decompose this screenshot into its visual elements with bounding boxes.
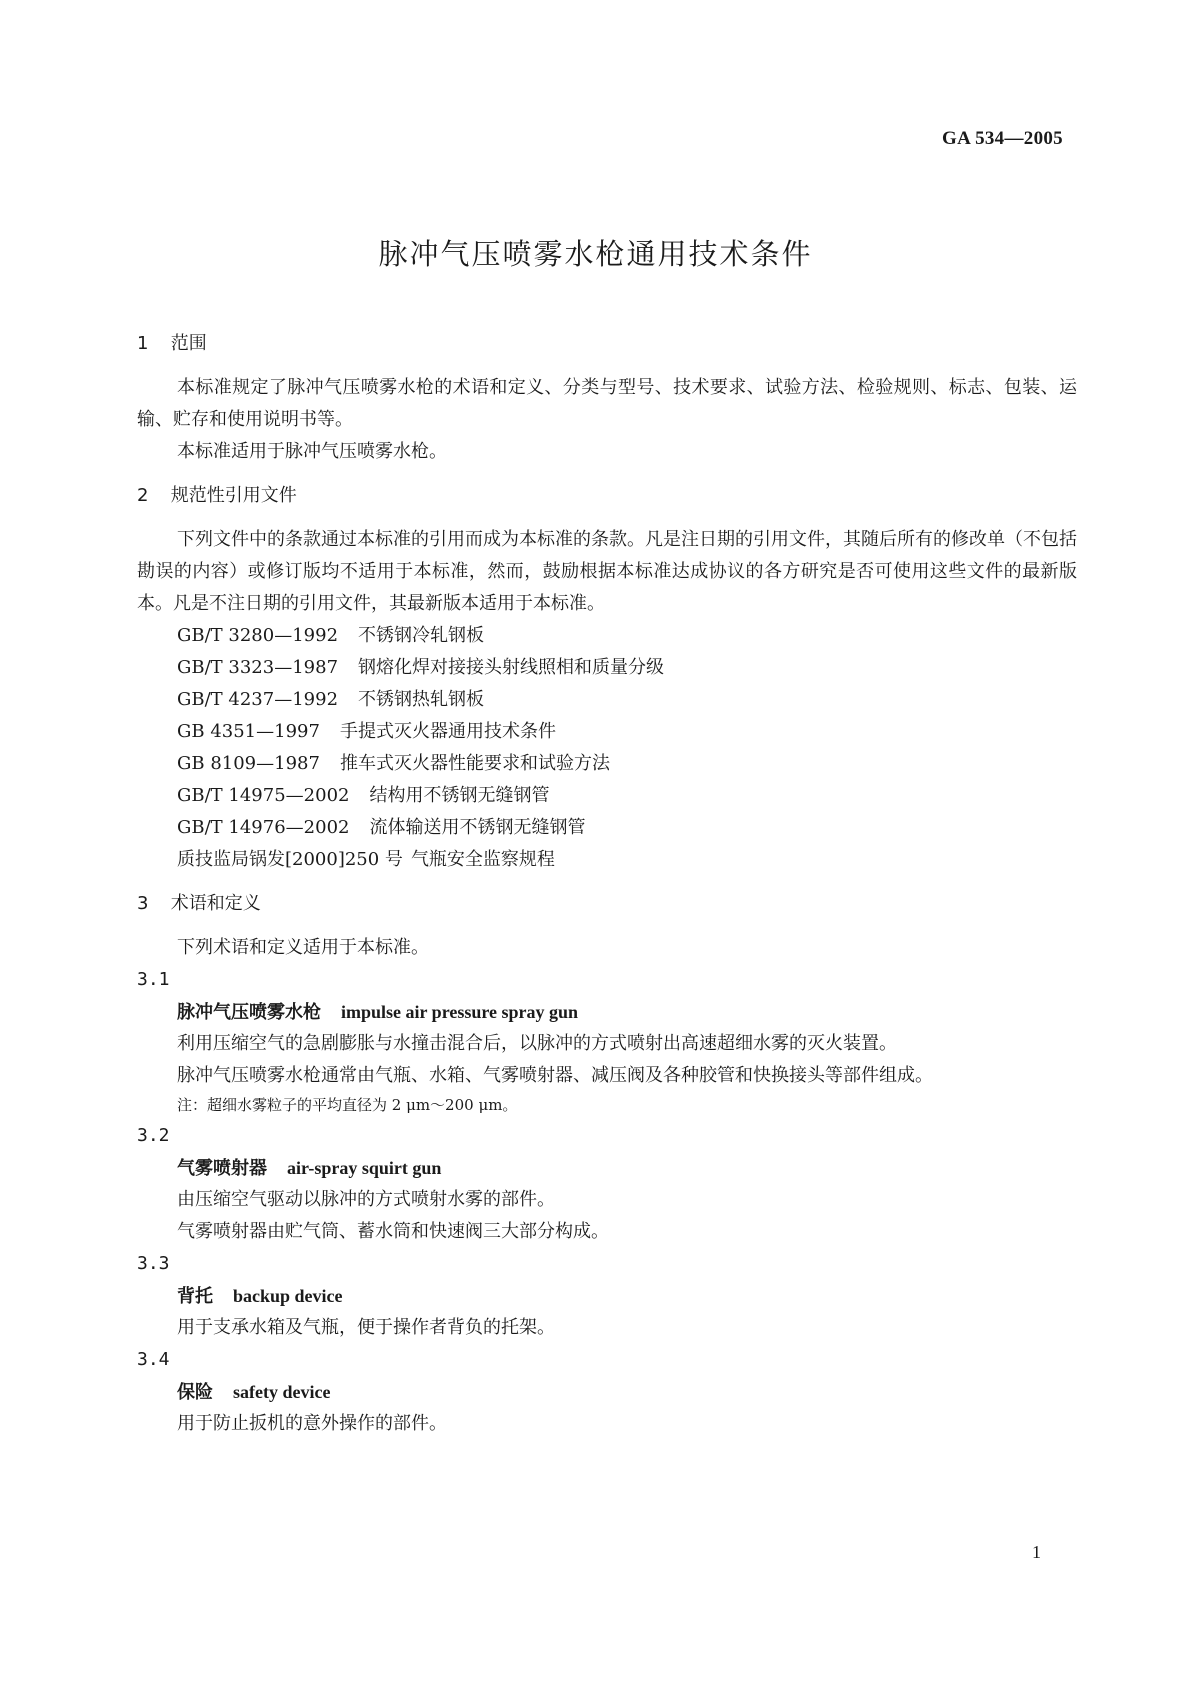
term-definition: 由压缩空气驱动以脉冲的方式喷射水雾的部件。 <box>177 1189 555 1210</box>
reference-code: GB/T 14975—2002 <box>177 785 350 806</box>
reference-item <box>137 652 1077 684</box>
term-number: 3.1 <box>137 969 170 990</box>
document-title: 脉冲气压喷雾水枪通用技术条件 <box>378 237 813 271</box>
term-definition: 脉冲气压喷雾水枪通常由气瓶、水箱、气雾喷射器、减压阀及各种胶管和快换接头等部件组成。 <box>177 1065 933 1086</box>
reference-title: 不锈钢热轧钢板 <box>358 689 485 710</box>
paragraph: 下列文件中的条款通过本标准的引用而成为本标准的条款。凡是注日期的引用文件，其随后所有的修改单（不包括勘误的内容）或修订版均不适用于本标准，然而，鼓励根据本标准达成协议的各方研究是否可使用这些文件的最新版本。凡是不注日期的引用文件，其最新版本适用于本标准。 <box>137 529 1077 614</box>
paragraph: 本标准规定了脉冲气压喷雾水枪的术语和定义、分类与型号、技术要求、试验方法、检验规则、标志、包装、运输、贮存和使用说明书等。 <box>137 377 1077 430</box>
term-english: impulse air pressure spray gun <box>341 1002 579 1022</box>
term-english: safety device <box>233 1382 331 1402</box>
term-chinese: 脉冲气压喷雾水枪 <box>177 1002 321 1023</box>
term-english: air-spray squirt gun <box>287 1158 442 1178</box>
reference-code: GB/T 4237—1992 <box>177 689 339 710</box>
term-number: 3.2 <box>137 1125 170 1146</box>
section-heading-normative <box>137 480 1077 512</box>
reference-code: GB 4351—1997 <box>177 721 320 742</box>
reference-title: 手提式灭火器通用技术条件 <box>339 721 556 742</box>
paragraph: 本标准适用于脉冲气压喷雾水枪。 <box>177 441 447 462</box>
reference-item <box>137 844 1077 876</box>
term-chinese: 气雾喷射器 <box>177 1158 267 1179</box>
term-heading <box>137 1280 1077 1312</box>
reference-item <box>137 620 1077 652</box>
reference-item <box>137 748 1077 780</box>
reference-title: 流体输送用不锈钢无缝钢管 <box>369 817 586 838</box>
section-heading-terms <box>137 888 1077 920</box>
reference-title: 不锈钢冷轧钢板 <box>358 625 485 646</box>
section-heading-scope <box>137 328 1077 360</box>
reference-code: GB/T 14976—2002 <box>177 817 350 838</box>
page-number: 1 <box>1032 1542 1041 1562</box>
term-chinese: 保险 <box>177 1382 213 1403</box>
term-number: 3.3 <box>137 1253 170 1274</box>
reference-item <box>137 812 1077 844</box>
document-body <box>137 328 1077 1440</box>
term-english: backup device <box>233 1286 343 1306</box>
section-number: 3 <box>137 893 149 914</box>
term-chinese: 背托 <box>177 1286 213 1307</box>
reference-title: 推车式灭火器性能要求和试验方法 <box>339 753 610 774</box>
section-title: 规范性引用文件 <box>170 485 297 506</box>
reference-title: 结构用不锈钢无缝钢管 <box>369 785 550 806</box>
section-title: 范围 <box>170 333 207 354</box>
term-heading <box>137 1152 1077 1184</box>
term-definition: 利用压缩空气的急剧膨胀与水撞击混合后，以脉冲的方式喷射出高速超细水雾的灭火装置。 <box>177 1033 897 1054</box>
reference-title: 钢熔化焊对接接头射线照相和质量分级 <box>358 657 665 678</box>
term-heading <box>137 996 1077 1028</box>
reference-code: GB 8109—1987 <box>177 753 320 774</box>
term-note: 注：超细水雾粒子的平均直径为 2 μm～200 μm。 <box>177 1096 518 1114</box>
paragraph: 下列术语和定义适用于本标准。 <box>177 937 429 958</box>
section-title: 术语和定义 <box>170 893 261 914</box>
reference-item <box>137 684 1077 716</box>
reference-item <box>137 716 1077 748</box>
term-number: 3.4 <box>137 1349 170 1370</box>
term-heading <box>137 1376 1077 1408</box>
term-definition: 气雾喷射器由贮气筒、蓄水筒和快速阀三大部分构成。 <box>177 1221 609 1242</box>
section-number: 2 <box>137 485 149 506</box>
reference-code: GB/T 3323—1987 <box>177 657 339 678</box>
reference-code: 质技监局锅发[2000]250 号 <box>177 849 403 870</box>
section-number: 1 <box>137 333 149 354</box>
reference-title: 气瓶安全监察规程 <box>410 849 555 870</box>
standard-code: GA 534—2005 <box>941 128 1063 149</box>
term-definition: 用于防止扳机的意外操作的部件。 <box>177 1413 447 1434</box>
term-definition: 用于支承水箱及气瓶，便于操作者背负的托架。 <box>177 1317 555 1338</box>
reference-code: GB/T 3280—1992 <box>177 625 339 646</box>
reference-item <box>137 780 1077 812</box>
